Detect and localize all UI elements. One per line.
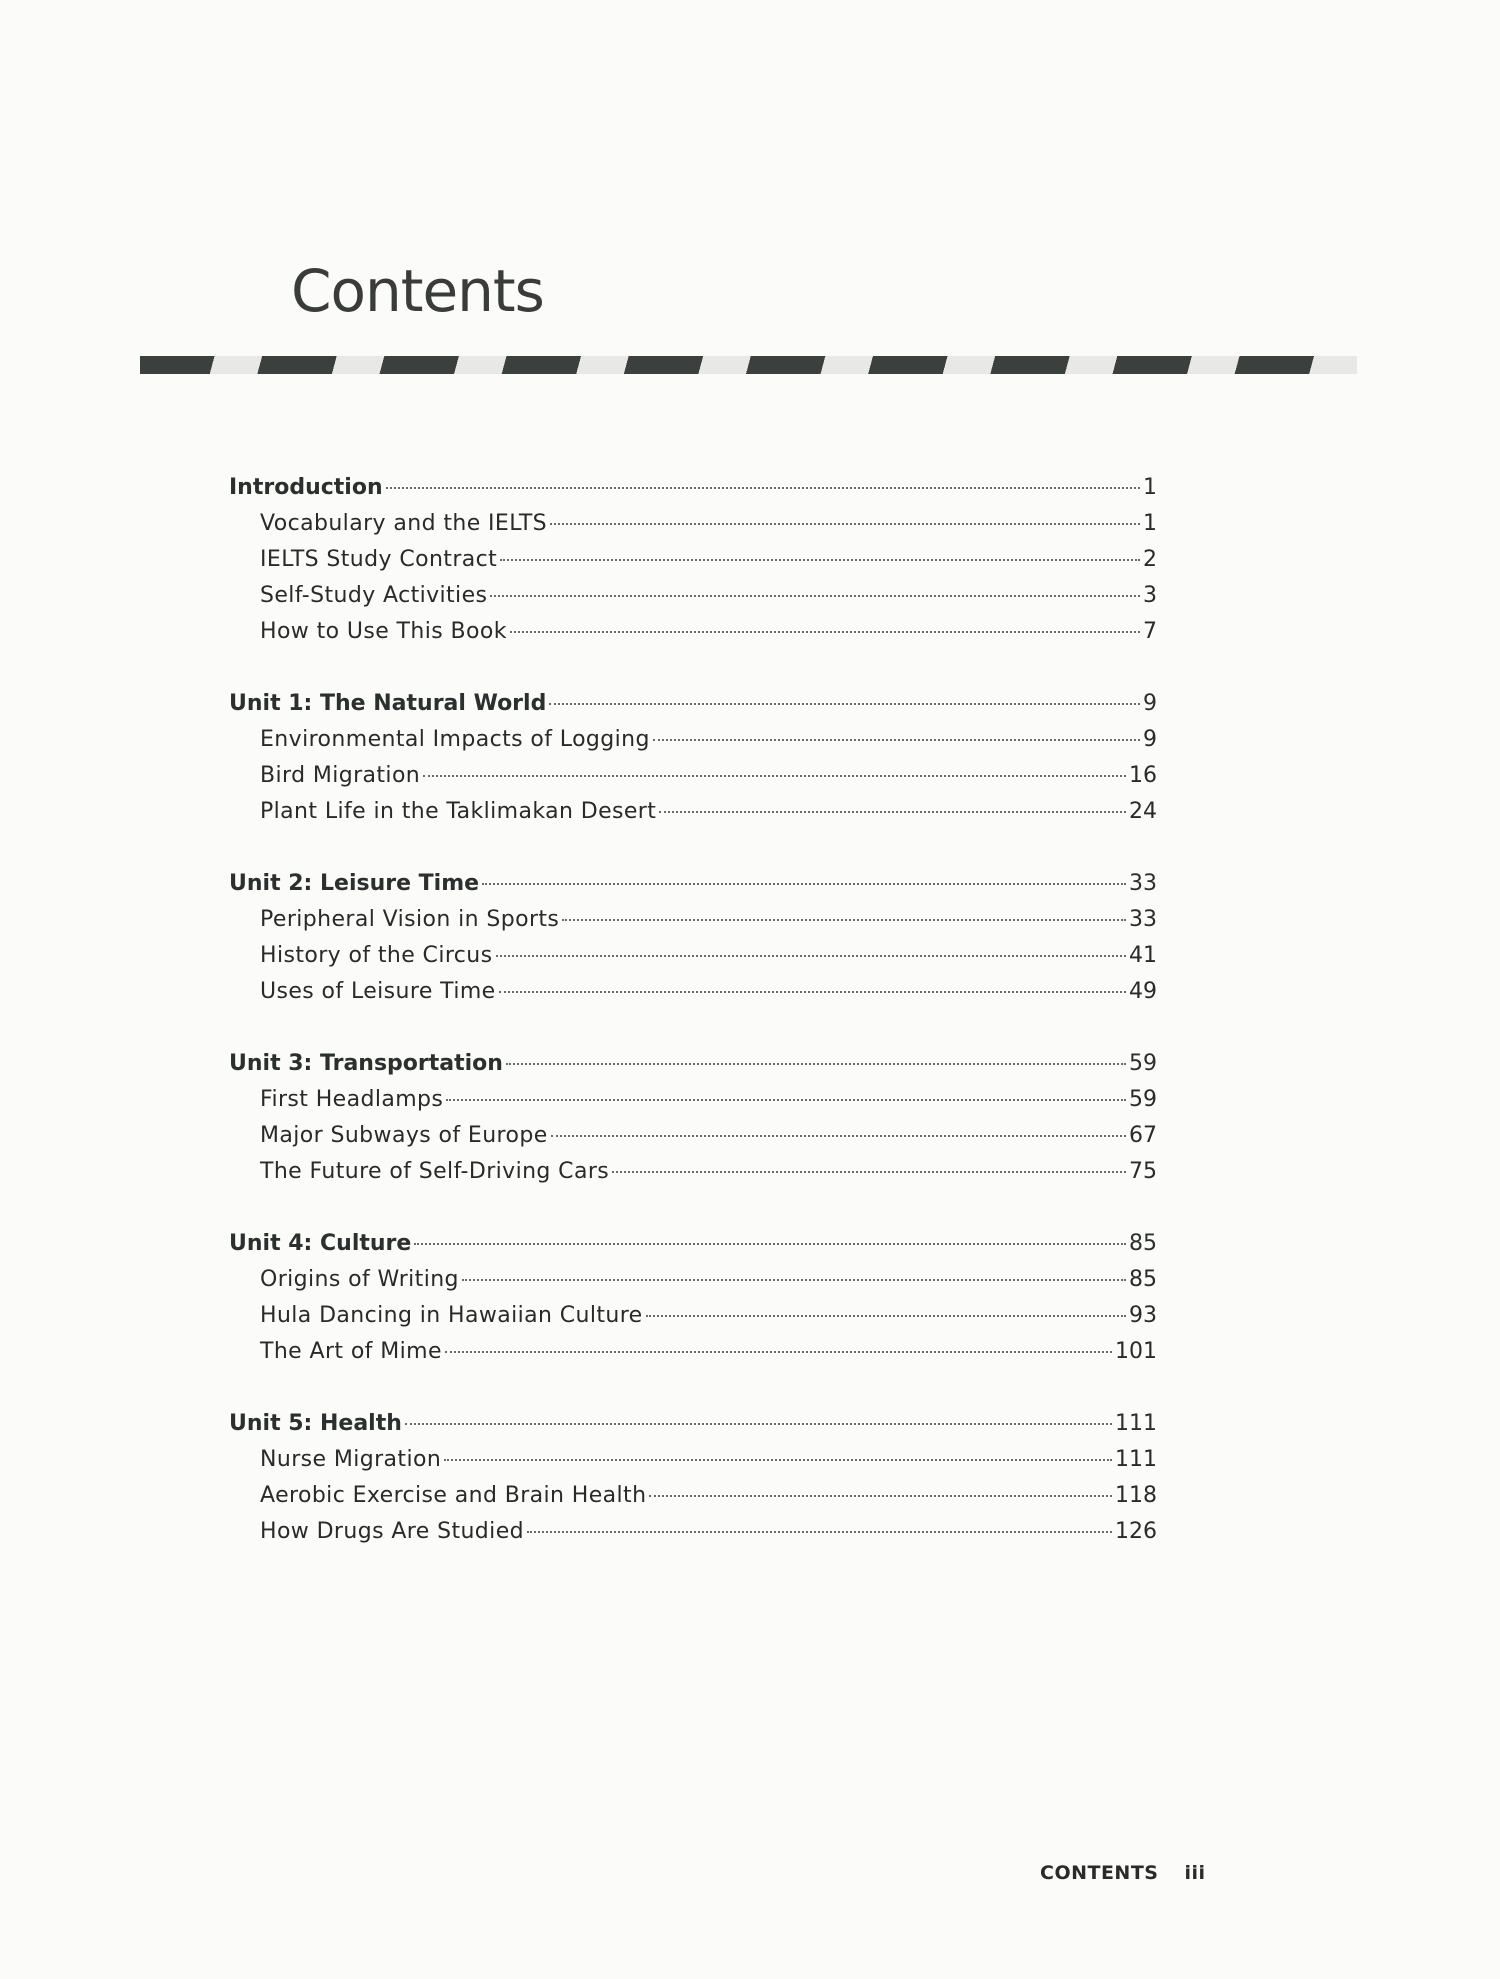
toc-page-number: 2 (1143, 547, 1157, 572)
dot-leader (446, 1099, 1126, 1101)
dot-leader (445, 1351, 1112, 1353)
toc-entry[interactable] (229, 1442, 1157, 1478)
toc-entry[interactable] (229, 1334, 1157, 1370)
toc-entry-label: History of the Circus (260, 943, 493, 968)
toc-entry-label: Vocabulary and the IELTS (260, 511, 548, 536)
toc-entry[interactable] (229, 614, 1157, 650)
toc-entry-label: How Drugs Are Studied (260, 1519, 524, 1544)
dot-leader (462, 1279, 1126, 1281)
toc-entry-label: Hula Dancing in Hawaiian Culture (260, 1303, 643, 1328)
dot-leader (444, 1459, 1112, 1461)
toc-entry[interactable] (229, 1478, 1157, 1514)
toc-heading-label: Unit 1: The Natural World (229, 691, 547, 716)
toc-entry-label: Bird Migration (260, 763, 421, 788)
toc-page-number: 75 (1129, 1159, 1157, 1184)
toc-section-unit-2 (229, 866, 1157, 1010)
toc-page-number: 59 (1129, 1051, 1157, 1076)
dot-leader (496, 955, 1127, 957)
toc-entry-label: Uses of Leisure Time (260, 979, 496, 1004)
toc-heading-label: Unit 4: Culture (229, 1231, 412, 1256)
page-title: Contents (291, 257, 544, 325)
dot-leader (510, 631, 1140, 633)
toc-entry[interactable] (229, 974, 1157, 1010)
toc-entry-label: First Headlamps (260, 1087, 444, 1112)
toc-section-introduction (229, 470, 1157, 650)
toc-heading[interactable] (229, 470, 1157, 506)
toc-section-unit-1 (229, 686, 1157, 830)
dot-leader (423, 775, 1126, 777)
toc-page-number: 9 (1143, 727, 1157, 752)
toc-heading[interactable] (229, 1046, 1157, 1082)
dot-leader (499, 991, 1126, 993)
dot-leader (549, 703, 1140, 705)
toc-section-unit-5 (229, 1406, 1157, 1550)
toc-entry-label: The Future of Self-Driving Cars (260, 1159, 610, 1184)
dot-leader (490, 595, 1140, 597)
toc-entry-label: Major Subways of Europe (260, 1123, 548, 1148)
toc-entry[interactable] (229, 578, 1157, 614)
table-of-contents (229, 470, 1157, 1586)
footer-label: CONTENTS (1040, 1862, 1159, 1884)
toc-page-number: 1 (1143, 511, 1157, 536)
toc-page-number: 49 (1129, 979, 1157, 1004)
toc-entry-label: Plant Life in the Taklimakan Desert (260, 799, 657, 824)
dot-leader (612, 1171, 1126, 1173)
dot-leader (646, 1315, 1126, 1317)
toc-entry[interactable] (229, 1118, 1157, 1154)
toc-page-number: 67 (1129, 1123, 1157, 1148)
dot-leader (551, 1135, 1126, 1137)
toc-entry[interactable] (229, 1514, 1157, 1550)
dot-leader (506, 1063, 1126, 1065)
toc-page-number: 33 (1129, 907, 1157, 932)
toc-page-number: 111 (1115, 1447, 1157, 1472)
toc-page-number: 126 (1115, 1519, 1157, 1544)
toc-entry[interactable] (229, 506, 1157, 542)
toc-heading-label: Unit 2: Leisure Time (229, 871, 480, 896)
dot-leader (500, 559, 1140, 561)
dot-leader (653, 739, 1140, 741)
toc-page-number: 9 (1143, 691, 1157, 716)
toc-entry[interactable] (229, 938, 1157, 974)
toc-entry-label: Environmental Impacts of Logging (260, 727, 650, 752)
toc-page-number: 33 (1129, 871, 1157, 896)
toc-section-unit-3 (229, 1046, 1157, 1190)
toc-entry[interactable] (229, 794, 1157, 830)
toc-entry-label: IELTS Study Contract (260, 547, 498, 572)
toc-page-number: 16 (1129, 763, 1157, 788)
toc-section-unit-4 (229, 1226, 1157, 1370)
toc-entry-label: Self-Study Activities (260, 583, 488, 608)
toc-page-number: 85 (1129, 1231, 1157, 1256)
dot-leader (414, 1243, 1126, 1245)
toc-entry[interactable] (229, 1082, 1157, 1118)
toc-entry[interactable] (229, 722, 1157, 758)
decorative-stripe-divider (140, 356, 1357, 374)
toc-entry-label: Peripheral Vision in Sports (260, 907, 560, 932)
toc-page-number: 1 (1143, 475, 1157, 500)
toc-heading-label: Unit 5: Health (229, 1411, 402, 1436)
toc-page-number: 101 (1115, 1339, 1157, 1364)
toc-heading[interactable] (229, 866, 1157, 902)
toc-entry-label: The Art of Mime (260, 1339, 442, 1364)
toc-entry[interactable] (229, 1154, 1157, 1190)
toc-page-number: 41 (1129, 943, 1157, 968)
dot-leader (562, 919, 1126, 921)
toc-page-number: 24 (1129, 799, 1157, 824)
toc-entry[interactable] (229, 542, 1157, 578)
toc-heading[interactable] (229, 1406, 1157, 1442)
toc-heading-label: Unit 3: Transportation (229, 1051, 503, 1076)
dot-leader (659, 811, 1126, 813)
toc-entry[interactable] (229, 1262, 1157, 1298)
toc-page-number: 93 (1129, 1303, 1157, 1328)
dot-leader (649, 1495, 1112, 1497)
toc-entry-label: How to Use This Book (260, 619, 507, 644)
toc-heading[interactable] (229, 686, 1157, 722)
toc-page-number: 59 (1129, 1087, 1157, 1112)
dot-leader (405, 1423, 1112, 1425)
toc-entry-label: Aerobic Exercise and Brain Health (260, 1483, 647, 1508)
dot-leader (527, 1531, 1112, 1533)
toc-page-number: 85 (1129, 1267, 1157, 1292)
toc-entry[interactable] (229, 1298, 1157, 1334)
dot-leader (386, 487, 1140, 489)
toc-page-number: 118 (1115, 1483, 1157, 1508)
toc-page-number: 7 (1143, 619, 1157, 644)
toc-entry-label: Origins of Writing (260, 1267, 459, 1292)
toc-entry[interactable] (229, 758, 1157, 794)
dot-leader (482, 883, 1126, 885)
toc-heading[interactable] (229, 1226, 1157, 1262)
toc-entry-label: Nurse Migration (260, 1447, 442, 1472)
toc-entry[interactable] (229, 902, 1157, 938)
footer-page-number: iii (1184, 1862, 1206, 1884)
toc-page-number: 111 (1115, 1411, 1157, 1436)
toc-page-number: 3 (1143, 583, 1157, 608)
toc-heading-label: Introduction (229, 475, 383, 500)
dot-leader (550, 523, 1140, 525)
page-footer (1040, 1862, 1206, 1884)
